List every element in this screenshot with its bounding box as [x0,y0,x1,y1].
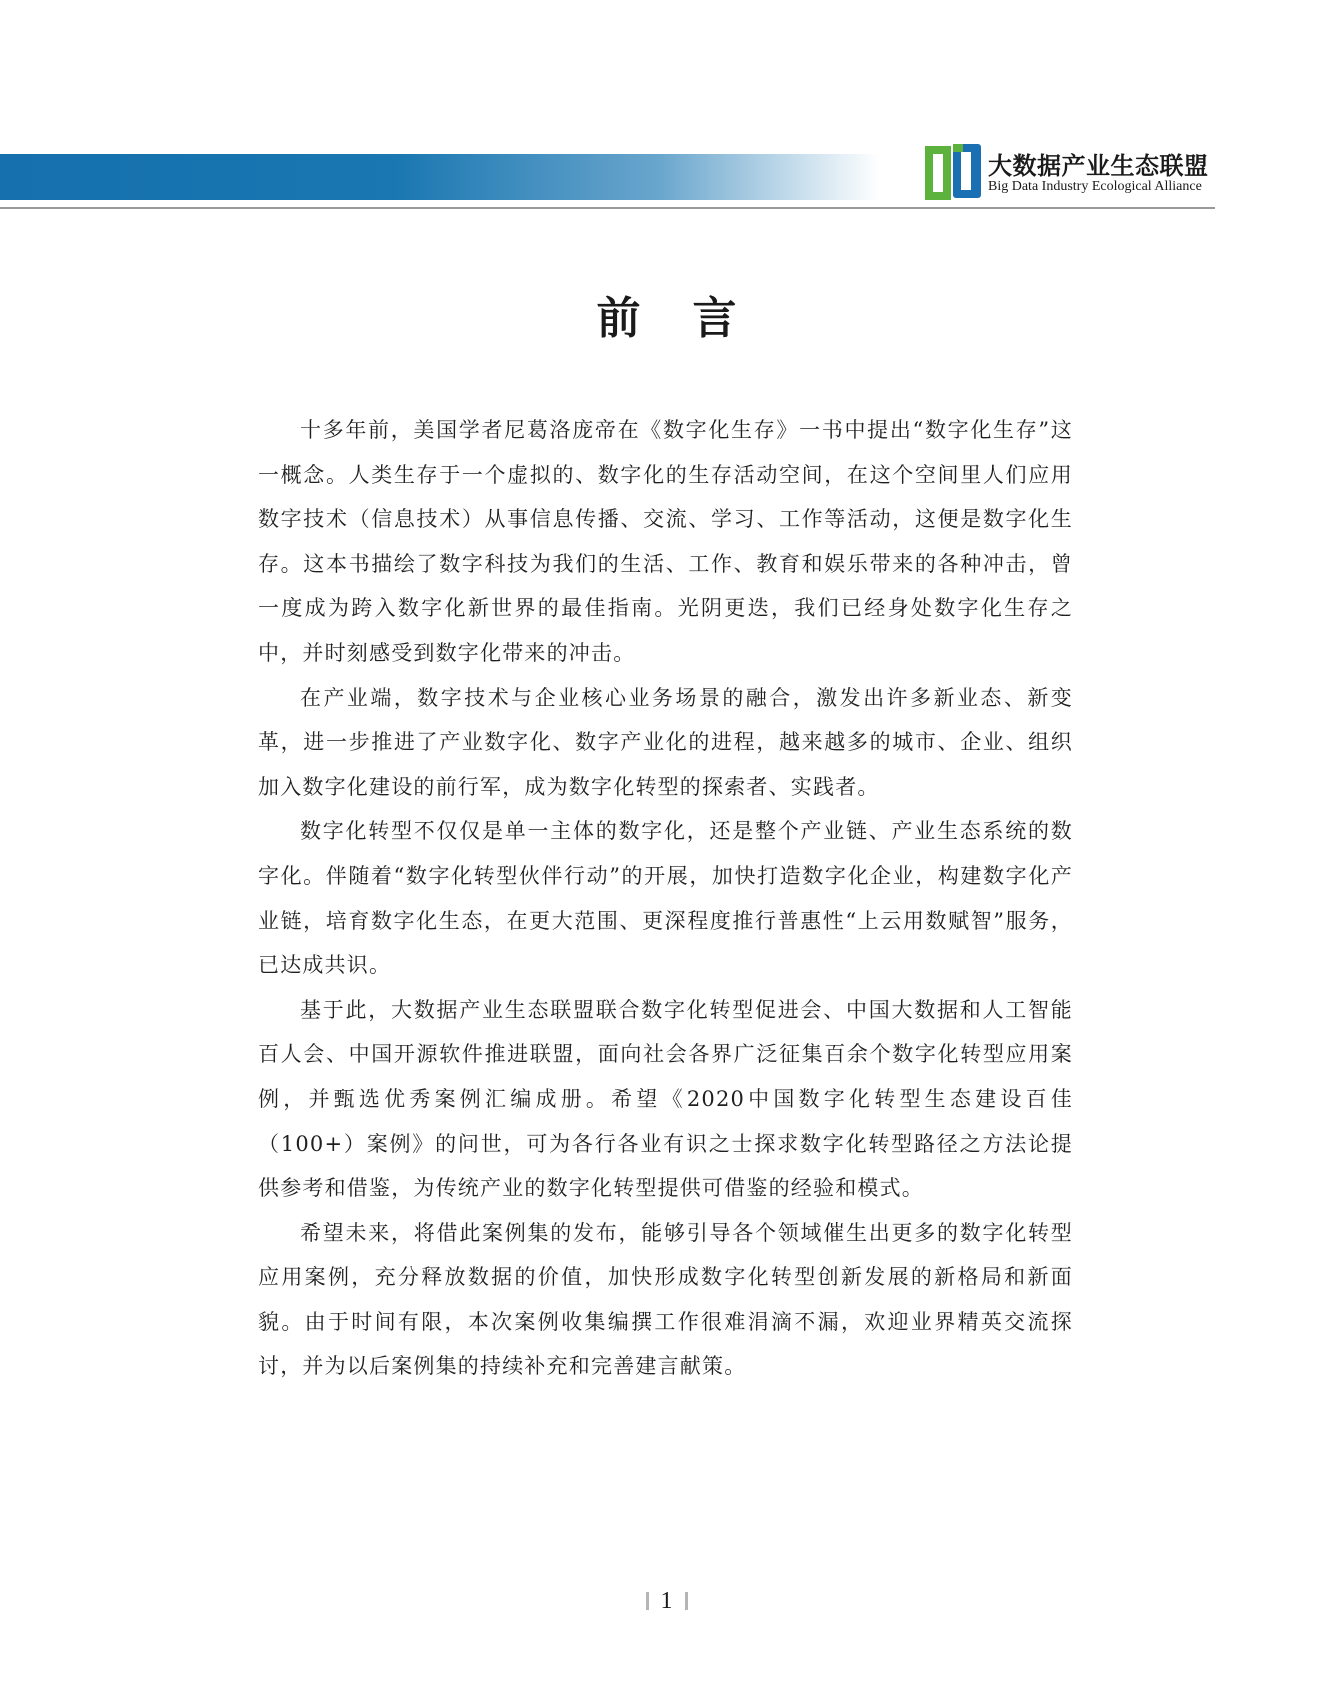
paragraph: 希望未来，将借此案例集的发布，能够引导各个领域催生出更多的数字化转型应用案例，充分释放数据的价值，加快形成数字化转型创新发展的新格局和新面貌。由于时间有限，本次案例收集编撰工作很难涓滴不漏，欢迎业界精英交流探讨，并为以后案例集的持续补充和完善建言献策。 [258,1220,1073,1379]
footer-bar-left [646,1592,649,1610]
paragraph: 数字化转型不仅仅是单一主体的数字化，还是整个产业链、产业生态系统的数字化。伴随着“数字化转型伙伴行动”的开展，加快打造数字化企业，构建数字化产业链，培育数字化生态，在更大范围、更深程度推行普惠性“上云用数赋智”服务，已达成共识。 [258,819,1073,978]
footer-bar-right [685,1592,688,1610]
paragraph: 在产业端，数字技术与企业核心业务场景的融合，激发出许多新业态、新变革，进一步推进了产业数字化、数字产业化的进程，越来越多的城市、企业、组织加入数字化建设的前行军，成为数字化转型的探索者、实践者。 [258,685,1073,799]
page-title: 前言 [596,293,789,344]
page-number: 1 [660,1588,673,1614]
page-footer [0,1588,1333,1615]
header-color-band [0,154,880,200]
org-name-en: Big Data Industry Ecological Alliance [988,179,1202,194]
header-divider [0,207,1215,209]
org-name-cn: 大数据产业生态联盟 [988,152,1209,180]
paragraph: 十多年前，美国学者尼葛洛庞帝在《数字化生存》一书中提出“数字化生存”这一概念。人类生存于一个虚拟的、数字化的生存活动空间，在这个空间里人们应用数字技术（信息技术）从事信息传播、交流、学习、工作等活动，这便是数字化生存。这本书描绘了数字科技为我们的生活、工作、教育和娱乐带来的各种冲击，曾一度成为跨入数字化新世界的最佳指南。光阴更迭，我们已经身处数字化生存之中，并时刻感受到数字化带来的冲击。 [258,418,1073,665]
org-logo [923,142,1223,204]
preface-body [258,408,1073,1389]
bd-logo-icon [923,142,983,202]
paragraph: 基于此，大数据产业生态联盟联合数字化转型促进会、中国大数据和人工智能百人会、中国开源软件推进联盟，面向社会各界广泛征集百余个数字化转型应用案例，并甄选优秀案例汇编成册。希望《2020中国数字化转型生态建设百佳（100+）案例》的问世，可为各行各业有识之士探求数字化转型路径之方法论提供参考和借鉴，为传统产业的数字化转型提供可借鉴的经验和模式。 [258,997,1073,1201]
